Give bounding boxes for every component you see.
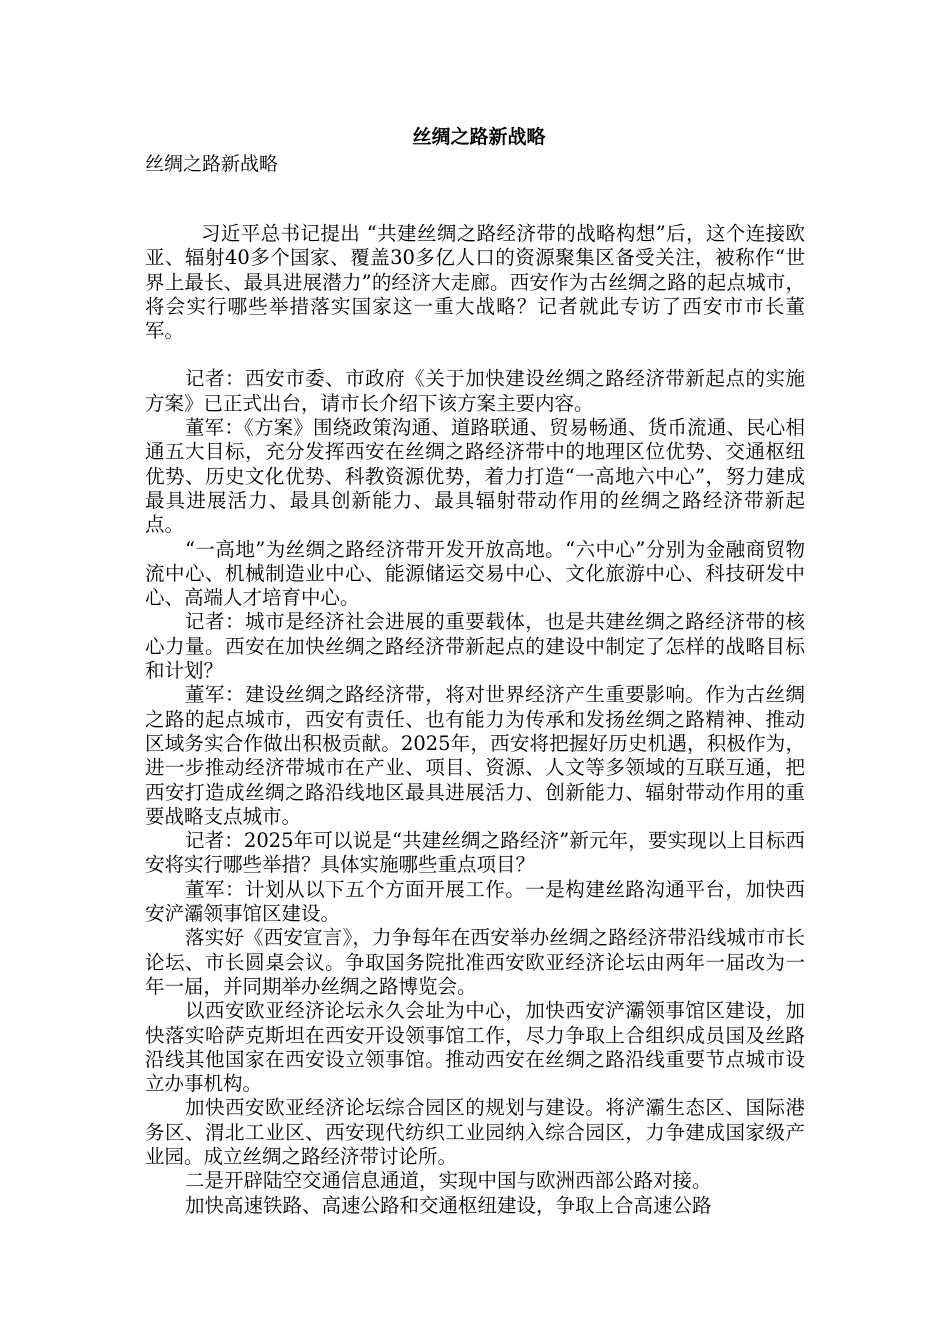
paragraph: 记者：2025年可以说是“共建丝绸之路经济”新元年，要实现以上目标西安将实行哪些举措？具体实施哪些重点项目？: [145, 829, 805, 877]
paragraph: 记者：西安市委、市政府《关于加快建设丝绸之路经济带新起点的实施方案》已正式出台，请市长介绍下该方案主要内容。: [145, 367, 805, 415]
document-subtitle: 丝绸之路新战略: [145, 153, 279, 175]
paragraph: 以西安欧亚经济论坛永久会址为中心，加快西安浐灞领事馆区建设，加快落实哈萨克斯坦在西安开设领事馆工作，尽力争取上合组织成员国及丝路沿线其他国家在西安设立领事馆。推动西安在丝绸之路沿线重要节点城市设立办事机构。: [145, 999, 805, 1096]
paragraph: 加快高速铁路、高速公路和交通枢纽建设，争取上合高速公路: [185, 1193, 712, 1217]
paragraph: 董军：《方案》围绕政策沟通、道路联通、贸易畅通、货币流通、民心相通五大目标，充分发挥西安在丝绸之路经济带中的地理区位优势、交通枢纽优势、历史文化优势、科教资源优势，着力打造“一高地六中心”，努力建成最具进展活力、最具创新能力、最具辐射带动作用的丝绸之路经济带新起点。: [145, 416, 805, 537]
intro-paragraph: 习近平总书记提出 “共建丝绸之路经济带的战略构想”后，这个连接欧亚、辐射40多个国家、覆盖30多亿人口的资源聚集区备受关注，被称作“世界上最长、最具进展潜力”的经济大走廊。西安作为古丝绸之路的起点城市，将会实行哪些举措落实国家这一重大战略？记者就此专访了西安市市长董军。: [145, 222, 805, 343]
paragraph: 加快西安欧亚经济论坛综合园区的规划与建设。将浐灞生态区、国际港务区、渭北工业区、西安现代纺织工业园纳入综合园区，力争建成国家级产业园。成立丝绸之路经济带讨论所。: [145, 1096, 805, 1168]
spacer: [145, 178, 805, 222]
paragraph: 董军：计划从以下五个方面开展工作。一是构建丝路沟通平台，加快西安浐灞领事馆区建设。: [145, 877, 805, 926]
paragraph: 董军：建设丝绸之路经济带，将对世界经济产生重要影响。作为古丝绸之路的起点城市，西安有责任、也有能力为传承和发扬丝绸之路精神、推动区域务实合作做出积极贡献。2025年，西安将把握好历史机遇，积极作为，进一步推动经济带城市在产业、项目、资源、人文等多领域的互联互通，把西安打造成丝绸之路沿线地区最具进展活力、创新能力、辐射带动作用的重要战略支点城市。: [145, 683, 805, 828]
paragraph: “一高地”为丝绸之路经济带开发开放高地。“六中心”分别为金融商贸物流中心、机械制造业中心、能源储运交易中心、文化旅游中心、科技研发中心、高端人才培育中心。: [145, 537, 805, 610]
document-body: [145, 124, 805, 1218]
document-title: 丝绸之路新战略: [412, 126, 546, 148]
paragraph: 落实好《西安宣言》，力争每年在西安举办丝绸之路经济带沿线城市市长论坛、市长圆桌会议。争取国务院批准西安欧亚经济论坛由两年一届改为一年一届，并同期举办丝绸之路博览会。: [145, 926, 805, 998]
spacer: [145, 343, 805, 367]
paragraph: 二是开辟陆空交通信息通道，实现中国与欧洲西部公路对接。: [185, 1169, 712, 1193]
paragraph: 记者：城市是经济社会进展的重要载体，也是共建丝绸之路经济带的核心力量。西安在加快丝绸之路经济带新起点的建设中制定了怎样的战略目标和计划？: [145, 610, 805, 683]
